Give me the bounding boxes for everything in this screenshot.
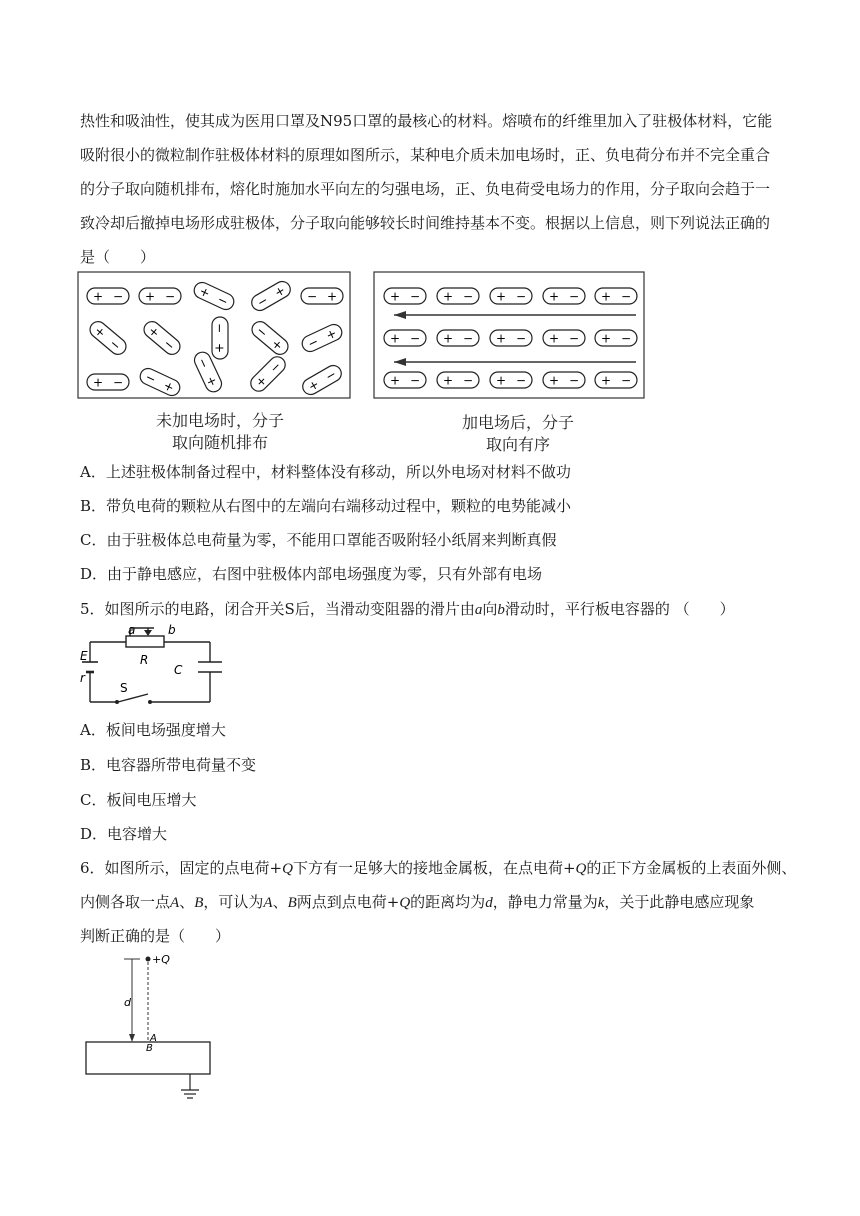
charge-sign: +: [144, 289, 156, 304]
q5-text-1: 5．如图所示的电路，闭合开关S后，当滑动变阻器的滑片由: [80, 600, 475, 618]
charge-sign: +: [495, 289, 507, 304]
charge-sign: +: [268, 336, 286, 354]
dipole-molecule: [384, 330, 426, 346]
charge-sign: +: [548, 373, 560, 388]
charge-sign: +: [389, 373, 401, 388]
dipole-molecule: [301, 288, 343, 304]
dipole-molecule: [141, 318, 183, 357]
charge-sign: −: [160, 336, 178, 354]
electret-figure: [76, 270, 656, 400]
charge-sign: −: [462, 289, 474, 304]
dipole-molecule: [247, 353, 288, 394]
dipole-molecule: [595, 330, 637, 346]
dipole-molecule: [300, 322, 345, 354]
right-caption-line-1: 加电场后，分子: [461, 413, 574, 432]
q6-text: 、: [179, 893, 195, 911]
charge-sign: −: [254, 292, 271, 311]
q6-var-q: Q: [575, 861, 587, 877]
dipole-molecule: [384, 372, 426, 388]
charge-sign: −: [462, 373, 474, 388]
point-charge-dot: [146, 957, 151, 962]
q6-text: ，可认为: [203, 893, 264, 911]
dipole-molecule: [595, 288, 637, 304]
label-b: b: [168, 623, 176, 637]
label-a: a: [128, 623, 136, 637]
charge-sign: +: [548, 289, 560, 304]
charge-sign: +: [203, 373, 221, 389]
right-caption-line-2: 取向有序: [485, 435, 550, 454]
q4-option-b: B．带负电荷的颗粒从右图中的左端向右端移动过程中，颗粒的电势能减小: [80, 497, 572, 515]
charge-sign: −: [515, 331, 527, 346]
q6-var-q: Q: [282, 861, 293, 877]
q6-text: 的正下方金属板的上表面外侧、: [586, 859, 797, 877]
charge-sign: −: [409, 331, 421, 346]
dipole-molecule: [437, 288, 479, 304]
ground-symbol: [181, 1090, 199, 1098]
charge-sign: +: [305, 376, 322, 395]
q6-text: 内侧各取一点: [80, 893, 171, 911]
charge-sign: −: [112, 375, 124, 390]
dipole-molecule: [490, 288, 532, 304]
charge-sign: −: [620, 289, 632, 304]
charge-sign: +: [197, 283, 213, 301]
dipole-molecule: [595, 372, 637, 388]
q4-option-a: A．上述驻极体制备过程中，材料整体没有移动，所以外电场对材料不做功: [80, 463, 571, 481]
dipole-molecule: [139, 288, 181, 304]
charge-sign: +: [145, 323, 163, 341]
label-a: A: [150, 1033, 157, 1044]
q6-stem-line-3: 判断正确的是（ ）: [80, 927, 231, 945]
charge-sign: −: [568, 289, 580, 304]
charge-sign: −: [462, 331, 474, 346]
charge-sign: +: [389, 331, 401, 346]
field-arrow-bottom: [394, 358, 636, 366]
right-figure-caption: [418, 412, 618, 456]
switch-contact: [115, 700, 119, 704]
circuit-diagram: [76, 622, 246, 714]
charge-sign: −: [515, 373, 527, 388]
charge-sign: −: [515, 289, 527, 304]
charge-sign: +: [323, 325, 339, 343]
q6-var-q: Q: [399, 895, 411, 911]
field-arrow-top: [394, 311, 636, 319]
label-d: d: [124, 996, 131, 1009]
charge-sign: +: [161, 378, 177, 396]
charge-sign: −: [215, 292, 231, 310]
q6-stem-line-2: [80, 891, 754, 912]
random-molecules: [87, 279, 345, 399]
charge-sign: +: [252, 372, 270, 390]
label-plus-q: +Q: [152, 953, 170, 966]
charge-sign: +: [442, 331, 454, 346]
intro-line-4: 致冷却后撤掉电场形成驻极体，分子取向能够较长时间维持基本不变。根据以上信息，则下列说法正确的: [80, 214, 771, 232]
charge-sign: +: [600, 289, 612, 304]
label-S: S: [120, 681, 128, 695]
dipole-molecule: [138, 366, 183, 398]
dipole-molecule: [543, 372, 585, 388]
q4-option-c: C．由于驻极体总电荷量为零，不能用口罩能否吸附轻小纸屑来判断真假: [80, 531, 557, 549]
charge-sign: +: [548, 331, 560, 346]
charge-sign: −: [194, 355, 212, 371]
q4-option-d: D．由于静电感应，右图中驻极体内部电场强度为零，只有外部有电场: [80, 565, 543, 583]
charge-sign: −: [409, 289, 421, 304]
charge-sign: +: [600, 331, 612, 346]
switch-contact: [148, 700, 152, 704]
charge-sign: +: [442, 373, 454, 388]
q6-text: 6．如图所示，固定的点电荷+: [80, 859, 283, 877]
q5-option-b: B．电容器所带电荷量不变: [80, 756, 257, 774]
left-figure-caption: [120, 410, 320, 454]
label-r: r: [80, 671, 85, 685]
dipole-molecule: [212, 317, 228, 359]
charge-sign: +: [389, 289, 401, 304]
charge-sign: +: [91, 323, 109, 341]
charge-sign: −: [568, 373, 580, 388]
q5-var-b: b: [497, 602, 505, 618]
q5-text-3: 滑动时，平行板电容器的 （ ）: [504, 600, 735, 618]
q6-text: ，关于此静电感应现象: [604, 893, 755, 911]
q6-var-a: A: [263, 895, 273, 911]
charge-sign: −: [112, 289, 124, 304]
charge-sign: −: [164, 289, 176, 304]
q6-var-k: k: [597, 895, 605, 911]
point-charge-figure: [80, 948, 220, 1108]
charge-sign: +: [272, 282, 288, 301]
dipole-molecule: [192, 280, 237, 312]
q6-var-b: B: [287, 895, 297, 911]
charge-sign: −: [323, 366, 339, 385]
q6-stem-line-1: [80, 857, 796, 878]
charge-sign: +: [92, 289, 104, 304]
charge-sign: −: [106, 336, 124, 354]
charge-sign: −: [212, 322, 227, 334]
charge-sign: −: [266, 358, 284, 376]
label-E: E: [80, 649, 88, 663]
charge-sign: −: [253, 323, 271, 341]
intro-line-5: 是（ ）: [80, 248, 156, 266]
rheostat: [126, 636, 164, 647]
label-C: C: [174, 663, 183, 677]
q5-option-d: D．电容增大: [80, 825, 168, 843]
q5-stem: [80, 598, 735, 619]
dipole-molecule: [437, 372, 479, 388]
dipole-molecule: [490, 330, 532, 346]
intro-line-1: 热性和吸油性，使其成为医用口罩及N95口罩的最核心的材料。熔喷布的纤维里加入了驻极体材料，它能: [80, 112, 773, 130]
dipole-molecule: [87, 288, 129, 304]
charge-sign: −: [620, 373, 632, 388]
label-R: R: [140, 653, 149, 667]
charge-sign: +: [212, 342, 227, 354]
charge-sign: +: [495, 373, 507, 388]
q6-var-b: B: [194, 895, 204, 911]
dipole-molecule: [249, 279, 293, 314]
intro-line-3: 的分子取向随机排布，熔化时施加水平向左的匀强电场，正、负电荷受电场力的作用，分子取向会趋于一: [80, 180, 771, 198]
q5-option-c: C．板间电压增大: [80, 791, 197, 809]
dipole-molecule: [543, 330, 585, 346]
q6-var-a: A: [170, 895, 180, 911]
charge-sign: +: [326, 289, 338, 304]
dipole-molecule: [490, 372, 532, 388]
q5-text-2: 向: [482, 600, 498, 618]
charge-sign: −: [143, 369, 159, 387]
left-caption-line-2: 取向随机排布: [171, 433, 268, 452]
q6-text: ，静电力常量为: [492, 893, 598, 911]
q5-var-a: a: [474, 602, 483, 618]
charge-sign: +: [600, 373, 612, 388]
charge-sign: +: [442, 289, 454, 304]
q6-var-d: d: [485, 895, 493, 911]
q6-text: 下方有一足够大的接地金属板，在点电荷+: [292, 859, 576, 877]
ordered-molecules: [384, 288, 637, 388]
intro-line-2: 吸附很小的微粒制作驻极体材料的原理如图所示，某种电介质未加电场时，正、负电荷分布并不完全重合: [80, 146, 771, 164]
charge-sign: −: [409, 373, 421, 388]
dipole-molecule: [87, 318, 129, 357]
dipole-molecule: [384, 288, 426, 304]
slider-pointer: [144, 630, 152, 636]
dipole-molecule: [249, 318, 291, 357]
q6-text: 、: [272, 893, 288, 911]
q6-text: 两点到点电荷+: [296, 893, 400, 911]
left-caption-line-1: 未加电场时，分子: [155, 411, 284, 430]
dipole-molecule: [87, 374, 129, 390]
charge-sign: +: [495, 331, 507, 346]
charge-sign: −: [568, 331, 580, 346]
label-b: B: [146, 1043, 153, 1054]
q6-text: 的距离均为: [410, 893, 486, 911]
dipole-molecule: [543, 288, 585, 304]
charge-sign: −: [305, 334, 321, 352]
dipole-molecule: [437, 330, 479, 346]
q5-option-a: A．板间电场强度增大: [80, 721, 226, 739]
dipole-molecule: [300, 363, 344, 398]
charge-sign: −: [620, 331, 632, 346]
charge-sign: −: [306, 289, 318, 304]
charge-sign: +: [92, 375, 104, 390]
